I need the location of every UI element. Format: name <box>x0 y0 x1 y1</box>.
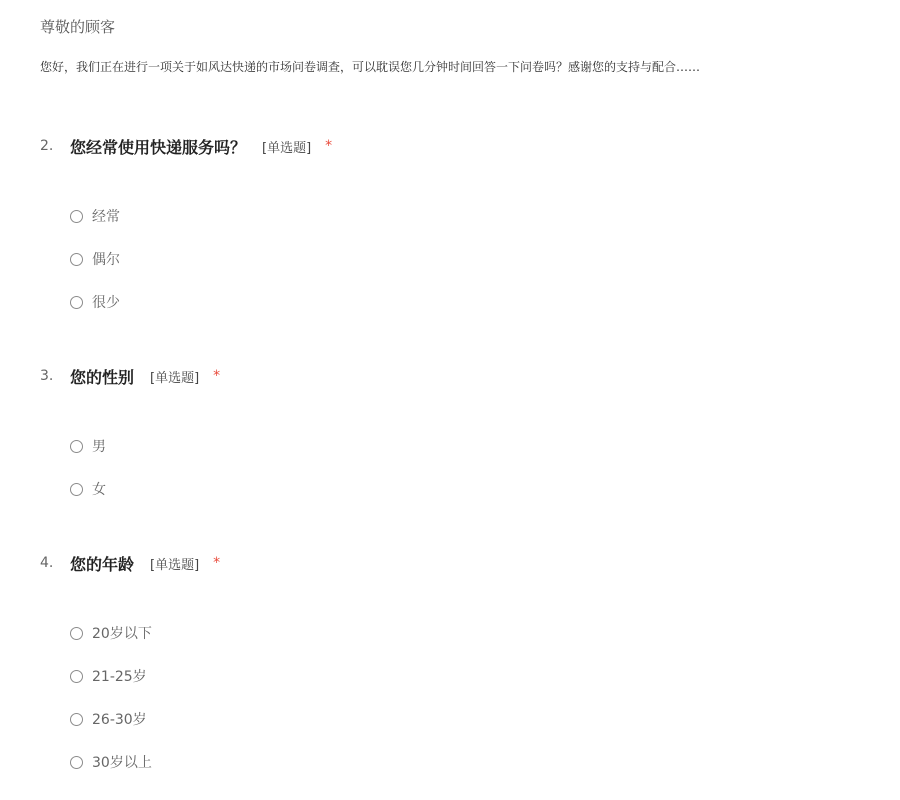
radio-button-icon[interactable] <box>70 296 83 309</box>
option-label: 很少 <box>92 295 120 311</box>
radio-button-icon[interactable] <box>70 210 83 223</box>
question-number: 2. <box>40 138 54 154</box>
option-label: 20岁以下 <box>92 626 152 642</box>
radio-button-icon[interactable] <box>70 440 83 453</box>
radio-button-icon[interactable] <box>70 483 83 496</box>
option-male[interactable] <box>70 436 106 456</box>
question-type-label: [单选题] <box>150 370 200 386</box>
option-often[interactable] <box>70 206 120 226</box>
option-label: 偶尔 <box>92 252 120 268</box>
option-age-21-25[interactable] <box>70 666 147 686</box>
option-label: 男 <box>92 439 106 455</box>
required-marker: * <box>213 555 221 571</box>
question-2-header <box>40 133 332 159</box>
required-marker: * <box>213 368 221 384</box>
option-age-over-30[interactable] <box>70 752 152 772</box>
option-label: 女 <box>92 482 106 498</box>
required-marker: * <box>325 138 333 154</box>
option-rarely[interactable] <box>70 292 120 312</box>
option-female[interactable] <box>70 479 106 499</box>
question-title: 您的性别 <box>70 367 135 387</box>
radio-button-icon[interactable] <box>70 756 83 769</box>
radio-button-icon[interactable] <box>70 670 83 683</box>
question-4-header <box>40 550 220 576</box>
question-title: 您的年龄 <box>70 554 135 574</box>
option-age-under-20[interactable] <box>70 623 152 643</box>
option-label: 经常 <box>92 209 120 225</box>
question-title: 您经常使用快递服务吗？ <box>70 137 247 157</box>
radio-button-icon[interactable] <box>70 627 83 640</box>
question-type-label: [单选题] <box>262 140 312 156</box>
question-number: 4. <box>40 555 54 571</box>
radio-button-icon[interactable] <box>70 713 83 726</box>
option-sometimes[interactable] <box>70 249 120 269</box>
survey-intro: 您好，我们正在进行一项关于如风达快递的市场问卷调查，可以耽误您几分钟时间回答一下问卷吗？感谢您的支持与配合…… <box>40 60 701 74</box>
question-number: 3. <box>40 368 54 384</box>
option-age-26-30[interactable] <box>70 709 147 729</box>
option-label: 21-25岁 <box>92 669 147 685</box>
option-label: 30岁以上 <box>92 755 152 771</box>
question-type-label: [单选题] <box>150 557 200 573</box>
question-3-header <box>40 363 220 389</box>
survey-greeting: 尊敬的顾客 <box>40 18 116 36</box>
option-label: 26-30岁 <box>92 712 147 728</box>
radio-button-icon[interactable] <box>70 253 83 266</box>
